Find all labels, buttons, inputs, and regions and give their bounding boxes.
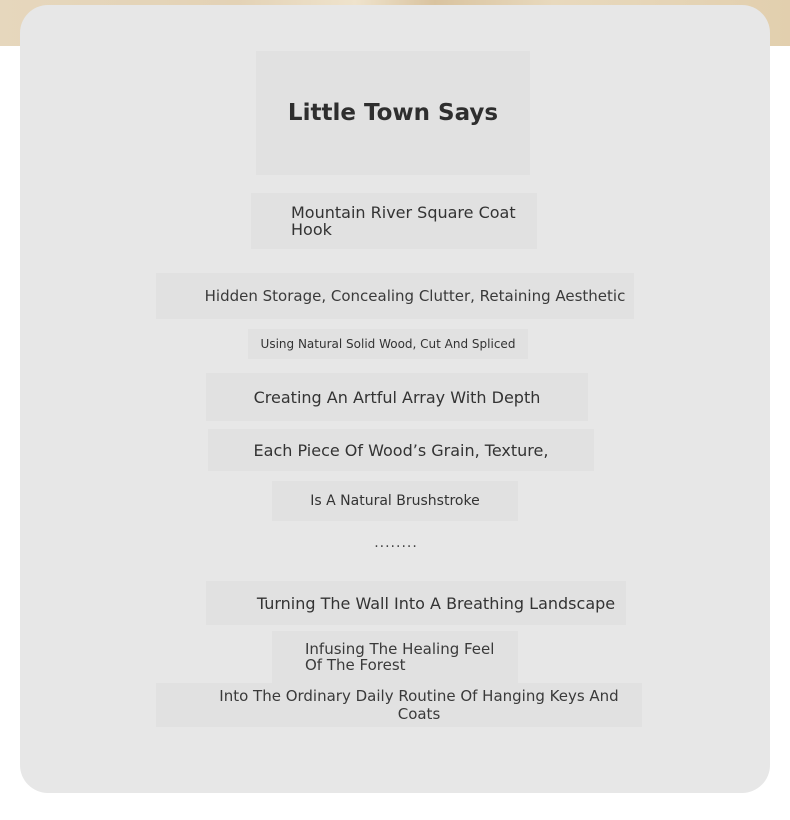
page-title: Little Town Says	[256, 51, 530, 175]
feature-line-7: Infusing The Healing Feel Of The Forest	[272, 631, 518, 683]
ellipsis-divider: ········	[374, 539, 418, 555]
feature-line-8: Into The Ordinary Daily Routine Of Hanging Keys And Coats	[156, 683, 642, 727]
product-name: Mountain River Square Coat Hook	[251, 193, 537, 249]
feature-line-1: Hidden Storage, Concealing Clutter, Retaining Aesthetic	[156, 273, 634, 319]
feature-line-3: Creating An Artful Array With Depth	[206, 373, 588, 421]
content-card	[20, 5, 770, 793]
feature-line-4: Each Piece Of Wood’s Grain, Texture,	[208, 429, 594, 471]
feature-line-5: Is A Natural Brushstroke	[272, 481, 518, 521]
feature-line-2: Using Natural Solid Wood, Cut And Spliced	[248, 329, 528, 359]
feature-line-6: Turning The Wall Into A Breathing Landscape	[206, 581, 626, 625]
